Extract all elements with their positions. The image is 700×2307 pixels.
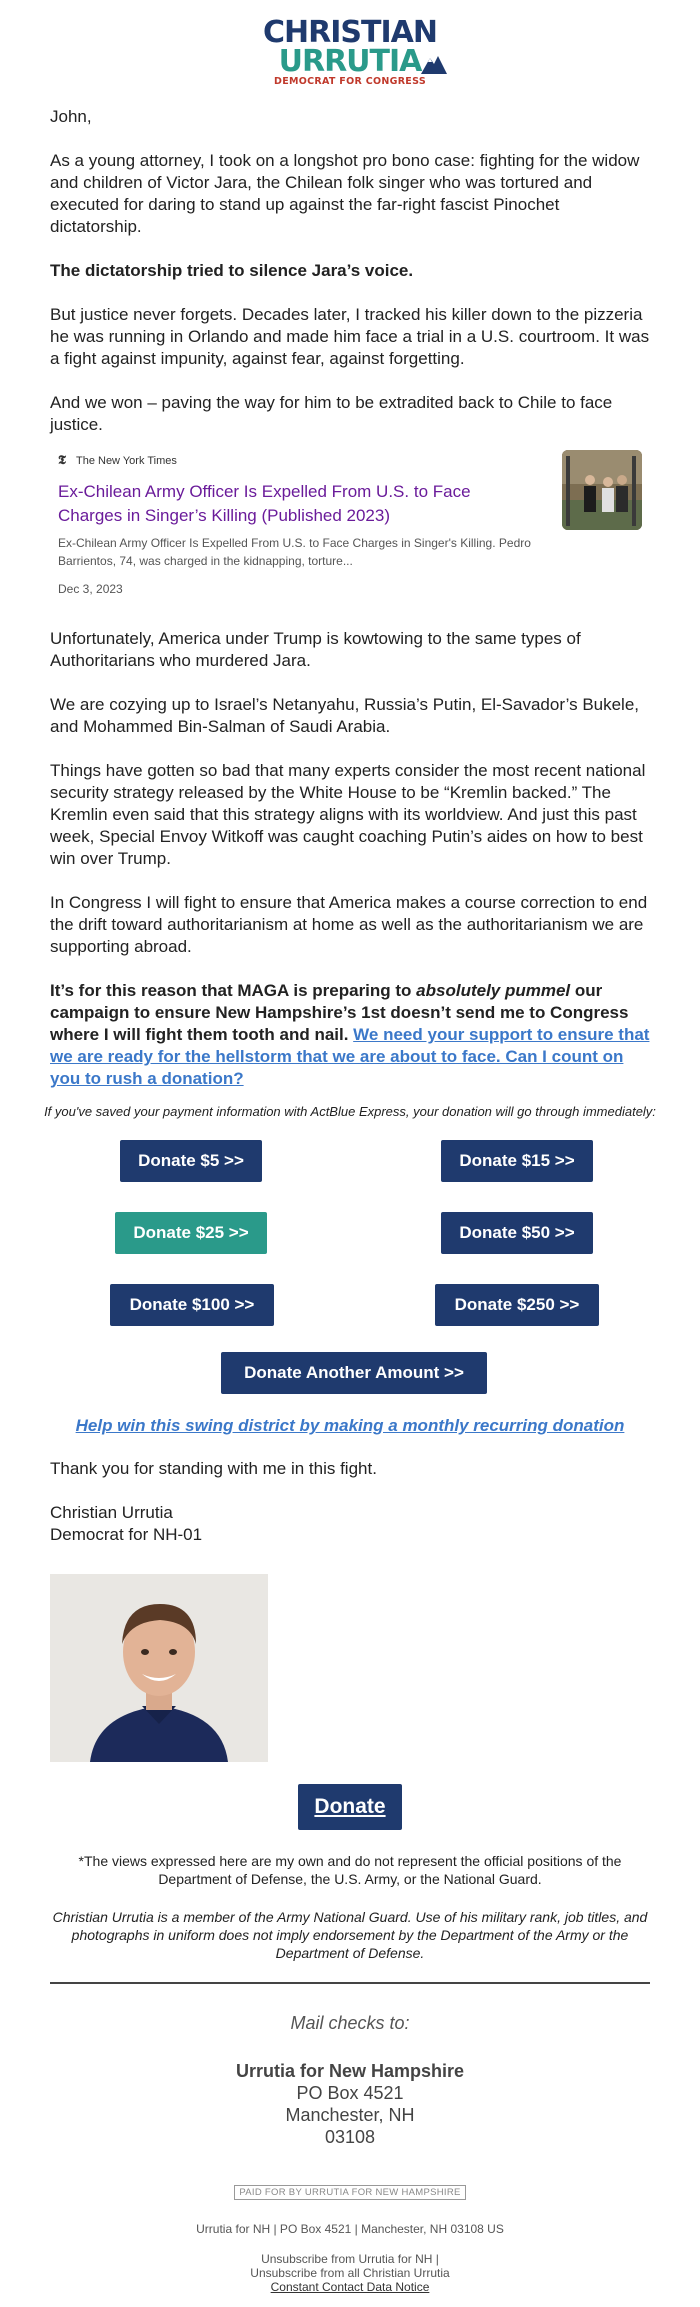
paragraph-4: And we won – paving the way for him to be extradited back to Chile to face justice. — [50, 393, 613, 434]
donate-other-amount-button[interactable]: Donate Another Amount >> — [221, 1352, 487, 1394]
paragraph-6: We are cozying up to Israel’s Netanyahu, Russia’s Putin, El-Savador’s Bukele, and Mohammed Bin-Salman of Saudi Arabia. — [50, 695, 640, 736]
actblue-express-note: If you've saved your payment information with ActBlue Express, your donation will go through immediately: — [44, 1104, 656, 1119]
logo-last-name — [278, 44, 422, 79]
disclaimer-views: *The views expressed here are my own and do not represent the official positions of the Department of Defense, the U.S. Army, or the National Guard. — [78, 1853, 622, 1887]
cta-text-2: our campaign to ensure New Hampshire’s 1st doesn’t send me to Congress where I will fight them tooth and nail. — [50, 981, 629, 1044]
data-notice-link[interactable]: Constant Contact Data Notice — [270, 2280, 430, 2294]
article-preview-card[interactable] — [58, 450, 642, 596]
mail-checks-section — [50, 2012, 650, 2148]
logo-first-name: CHRISTIAN — [263, 15, 437, 50]
mail-address-line-2: Manchester, NH — [285, 2105, 415, 2125]
footer — [0, 2222, 700, 2294]
article-thumbnail-image — [562, 450, 642, 530]
donate-50-button[interactable]: Donate $50 >> — [441, 1212, 593, 1254]
cta-donate-link[interactable]: We need your support to ensure that we are ready for the hellstorm that we are about to face. Can I count on you to rush a donation? — [50, 1025, 650, 1088]
donate-25-button[interactable]: Donate $25 >> — [115, 1212, 267, 1254]
cta-emphasis: absolutely pummel — [416, 981, 571, 1000]
paragraph-2-bold: The dictatorship tried to silence Jara’s voice. — [50, 261, 414, 280]
disclaimer-military: Christian Urrutia is a member of the Army National Guard. Use of his military rank, job titles, and photographs in uniform does not imply endorsement by the Department of the Army or the Department of Defense. — [52, 1909, 648, 1961]
paragraph-8: In Congress I will fight to ensure that America makes a course correction to end the drift toward authoritarianism at home as well as the authoritarianism we are supporting abroad. — [50, 893, 648, 956]
donation-buttons-grid — [0, 1140, 700, 1440]
donate-100-button[interactable]: Donate $100 >> — [110, 1284, 274, 1326]
footer-address: Urrutia for NH | PO Box 4521 | Manchester, NH 03108 US — [196, 2222, 504, 2236]
article-description: Ex-Chilean Army Officer Is Expelled From U.S. to Face Charges in Singer's Killing. Pedro Barrientos, 74, was charged in the kidnapping, torture... — [58, 536, 531, 568]
cta-paragraph — [50, 980, 650, 1090]
mountain-icon — [421, 52, 447, 74]
donate-main-button[interactable]: Donate — [298, 1784, 402, 1830]
donate-250-button[interactable]: Donate $250 >> — [435, 1284, 599, 1326]
mail-address-line-3: 03108 — [324, 2127, 376, 2147]
unsubscribe-all-link[interactable]: Unsubscribe from all Christian Urrutia — [250, 2266, 450, 2280]
cta-text-1: It’s for this reason that MAGA is preparing to — [50, 981, 417, 1000]
paragraph-5: Unfortunately, America under Trump is kowtowing to the same types of Authoritarians who murdered Jara. — [50, 629, 581, 670]
signature-name: Christian Urrutia — [50, 1503, 173, 1522]
paragraph-7: Things have gotten so bad that many experts consider the most recent national security strategy released by the White House to be “Kremlin backed.” The Kremlin even said that this strategy aligns with its worldview. And just this past week, Special Envoy Witkoff was caught coaching Putin’s aides on how to best win over Trump. — [50, 761, 646, 868]
signature-title: Democrat for NH-01 — [50, 1525, 203, 1544]
divider — [50, 1982, 650, 1984]
mail-heading: Mail checks to: — [290, 2013, 410, 2033]
closing-line: Thank you for standing with me in this fight. — [50, 1459, 377, 1478]
nyt-logo-icon: 𝕿 — [58, 453, 66, 468]
campaign-logo — [0, 0, 700, 88]
logo-last-name-text: URRUTIA — [278, 44, 422, 79]
mail-address-line-1: PO Box 4521 — [296, 2083, 404, 2103]
monthly-donation-link[interactable]: Help win this swing district by making a monthly recurring donation — [75, 1416, 625, 1435]
article-date: Dec 3, 2023 — [58, 582, 123, 596]
article-title-link[interactable]: Ex-Chilean Army Officer Is Expelled From U.S. to Face Charges in Singer’s Killing (Published 2023) — [58, 482, 471, 525]
article-thumbnail[interactable] — [562, 450, 642, 530]
greeting: John, — [50, 107, 92, 126]
paid-for-text: PAID FOR BY URRUTIA FOR NEW HAMPSHIRE — [234, 2185, 465, 2200]
mail-organization: Urrutia for New Hampshire — [235, 2061, 465, 2081]
paid-for-box — [0, 2182, 700, 2200]
donate-15-button[interactable]: Donate $15 >> — [441, 1140, 593, 1182]
candidate-portrait-image — [50, 1574, 268, 1762]
article-source-name: The New York Times — [75, 455, 177, 467]
logo-tagline: DEMOCRAT FOR CONGRESS — [274, 76, 426, 87]
paragraph-1: As a young attorney, I took on a longshot pro bono case: fighting for the widow and children of Victor Jara, the Chilean folk singer who was tortured and executed for daring to stand up against the far-right fascist Pinochet dictatorship. — [50, 151, 640, 236]
signature — [50, 1502, 650, 1546]
candidate-portrait — [50, 1574, 268, 1762]
paragraph-3: But justice never forgets. Decades later, I tracked his killer down to the pizzeria he was running in Orlando and made him face a trial in a U.S. courtroom. It was a fight against impunity, against fear, against forgetting. — [50, 305, 650, 368]
article-source — [58, 450, 642, 472]
unsubscribe-org-link[interactable]: Unsubscribe from Urrutia for NH | — [261, 2252, 439, 2266]
donate-5-button[interactable]: Donate $5 >> — [120, 1140, 262, 1182]
